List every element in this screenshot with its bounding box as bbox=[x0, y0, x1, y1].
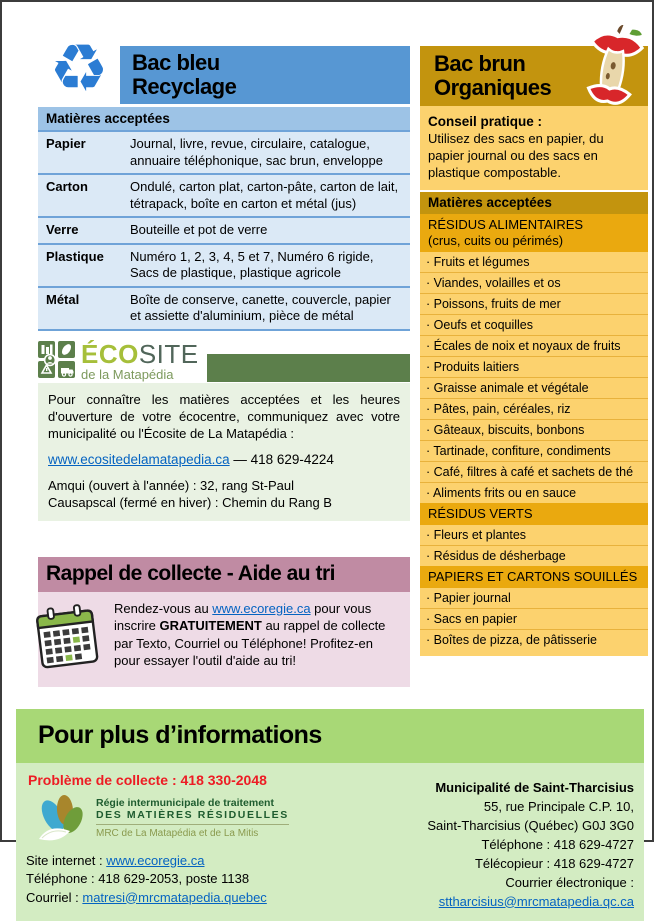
row-label: Papier bbox=[46, 136, 86, 151]
municipality-block bbox=[342, 770, 634, 911]
bac-bleu-title-line1: Bac bleu bbox=[132, 50, 220, 75]
bac-brun-title-line2: Organiques bbox=[434, 75, 552, 100]
rappel-seg3: au rappel de collecte par Texto, Courriel ou Téléphone! Profitez-en pour essayer l'outil d'aide au tri! bbox=[114, 618, 386, 668]
row-text: Numéro 1, 2, 3, 4, 5 et 7, Numéro 6 rigide, Sacs de plastique, plastique agricole bbox=[130, 248, 374, 280]
bac-bleu-title-line2: Recyclage bbox=[132, 74, 237, 99]
rappel-seg2: pour vous inscrire bbox=[114, 600, 372, 633]
list-item: · Fleurs et plantes bbox=[420, 525, 648, 545]
municipality-name: Municipalité de Saint-Tharcisius bbox=[435, 779, 634, 795]
row-text: Bouteille et pot de verre bbox=[130, 222, 268, 237]
row-text: Boîte de conserve, canette, couvercle, papier et assiette d'aluminium, pièce de métal bbox=[130, 291, 391, 323]
bac-brun-title-line1: Bac brun bbox=[434, 51, 526, 76]
regie-logo-text bbox=[96, 797, 289, 840]
group-subtitle: (crus, cuits ou périmés) bbox=[428, 233, 564, 248]
ecosite-address-amqui: Amqui (ouvert à l'année) : 32, rang St-Paul bbox=[48, 477, 295, 493]
site-internet-label: Site internet : bbox=[26, 852, 107, 868]
list-item: · Fruits et légumes bbox=[420, 252, 648, 272]
list-item: · Viandes, volailles et os bbox=[420, 272, 648, 293]
matieres-acceptees-header: Matières acceptées bbox=[420, 192, 648, 214]
group-residus-alimentaires-header bbox=[420, 214, 648, 252]
row-label: Métal bbox=[46, 291, 80, 307]
ecosite-wordmark-eco: ÉCO bbox=[81, 338, 139, 369]
list-item: · Gâteaux, biscuits, bonbons bbox=[420, 419, 648, 440]
list-item: · Café, filtres à café et sachets de thé bbox=[420, 461, 648, 482]
table-row bbox=[38, 286, 410, 329]
rappel-gratuitement: GRATUITEMENT bbox=[159, 618, 262, 633]
ecoregie-footer-link[interactable]: www.ecoregie.ca bbox=[106, 852, 205, 868]
table-row bbox=[38, 216, 410, 243]
row-label: Carton bbox=[46, 179, 88, 194]
rappel-section bbox=[38, 557, 410, 687]
table-row bbox=[38, 130, 410, 173]
recycle-icon: ♻ bbox=[38, 32, 120, 104]
municipality-phone: Téléphone : 418 629-4727 bbox=[481, 836, 634, 852]
gold-panel-endpad bbox=[420, 650, 648, 656]
group-papiers-cartons-header: PAPIERS ET CARTONS SOUILLÉS bbox=[420, 566, 648, 588]
bac-bleu-column bbox=[38, 32, 410, 687]
apple-core-icon bbox=[575, 19, 651, 115]
municipality-email-link[interactable]: sttharcisius@mrcmatapedia.qc.ca bbox=[438, 893, 634, 909]
municipality-email-label: Courrier électronique : bbox=[505, 874, 634, 890]
ecosite-logo-text bbox=[81, 338, 199, 382]
list-item: · Oeufs et coquilles bbox=[420, 314, 648, 335]
list-item: · Aliments frits ou en sauce bbox=[420, 482, 648, 503]
bac-bleu-title bbox=[120, 46, 410, 104]
ecosite-contact-line bbox=[48, 452, 400, 467]
conseil-text: Utilisez des sacs en papier, du papier journal ou des sacs en plastique compostable. bbox=[428, 131, 604, 180]
regie-line1: Régie intermunicipale de traitement bbox=[96, 797, 274, 809]
group-residus-verts-header: RÉSIDUS VERTS bbox=[420, 503, 648, 525]
conseil-title: Conseil pratique : bbox=[428, 114, 543, 129]
conseil-pratique-block bbox=[420, 106, 648, 190]
regie-logo bbox=[34, 794, 342, 844]
footer-section bbox=[16, 709, 644, 921]
footer-title: Pour plus d’informations bbox=[16, 709, 644, 763]
list-item: · Écales de noix et noyaux de fruits bbox=[420, 335, 648, 356]
regie-line2: DES MATIÈRES RÉSIDUELLES bbox=[96, 809, 289, 821]
ecosite-logo-row bbox=[38, 339, 410, 383]
bac-brun-header bbox=[420, 46, 648, 106]
rappel-seg1: Rendez-vous au bbox=[114, 600, 213, 616]
main-columns bbox=[2, 2, 652, 687]
table-row bbox=[38, 243, 410, 286]
bac-bleu-header bbox=[38, 32, 410, 104]
courriel-line bbox=[26, 889, 342, 908]
calendar-icon bbox=[28, 600, 106, 679]
ecosite-wordmark-sub: de la Matapédia bbox=[81, 366, 174, 382]
ecosite-website-link[interactable]: www.ecositedelamatapedia.ca bbox=[48, 451, 230, 467]
list-item: · Papier journal bbox=[420, 588, 648, 608]
municipality-address2: Saint-Tharcisius (Québec) G0J 3G0 bbox=[427, 817, 634, 833]
telephone-line: Téléphone : 418 629-2053, poste 1138 bbox=[26, 871, 250, 886]
ecosite-body bbox=[38, 383, 410, 521]
recycling-materials-table bbox=[38, 107, 410, 331]
table-header: Matières acceptées bbox=[38, 107, 410, 130]
ecoregie-link[interactable]: www.ecoregie.ca bbox=[212, 600, 311, 616]
table-row bbox=[38, 173, 410, 216]
problem-collecte-line: Problème de collecte : 418 330-2048 bbox=[28, 771, 267, 788]
regie-email-link[interactable]: matresi@mrcmatapedia.quebec bbox=[82, 889, 267, 905]
ecosite-phone: — 418 629-4224 bbox=[229, 451, 334, 467]
list-item: · Résidus de désherbage bbox=[420, 545, 648, 566]
rappel-title: Rappel de collecte - Aide au tri bbox=[38, 557, 410, 592]
leaves-icon bbox=[34, 794, 90, 844]
ecosite-section bbox=[38, 339, 410, 521]
courriel-label: Courriel : bbox=[26, 889, 83, 905]
ecosite-address-causapscal: Causapscal (fermé en hiver) : Chemin du Rang B bbox=[48, 494, 332, 510]
list-item: · Tartinade, confiture, condiments bbox=[420, 440, 648, 461]
regie-line3: MRC de La Matapédia et de La Mitis bbox=[96, 824, 289, 840]
group-title: RÉSIDUS ALIMENTAIRES bbox=[428, 217, 584, 232]
list-item: · Graisse animale et végétale bbox=[420, 377, 648, 398]
rappel-body bbox=[38, 592, 410, 687]
row-text: Ondulé, carton plat, carton-pâte, carton de lait, tétrapack, boîte en carton et métal (jus) bbox=[130, 179, 399, 211]
row-text: Journal, livre, revue, circulaire, catalogue, annuaire téléphonique, sac brun, enveloppe bbox=[130, 136, 383, 168]
municipality-fax: Télécopieur : 418 629-4727 bbox=[474, 855, 634, 871]
row-label: Verre bbox=[46, 222, 79, 237]
bac-brun-column bbox=[420, 32, 648, 687]
municipality-email-line bbox=[342, 873, 634, 911]
ecosite-paragraph: Pour connaître les matières acceptées et les heures d'ouverture de votre écocentre, communiquez avec votre municipalité ou l'Écosite de La Matapédia : bbox=[48, 391, 400, 441]
list-item: · Boîtes de pizza, de pâtisserie bbox=[420, 629, 648, 650]
ecosite-wordmark bbox=[81, 338, 199, 369]
rappel-paragraph bbox=[114, 598, 402, 679]
ecosite-logo bbox=[38, 339, 207, 383]
list-item: · Poissons, fruits de mer bbox=[420, 293, 648, 314]
ecosite-wordmark-site: SITE bbox=[138, 338, 199, 369]
footer-left bbox=[26, 770, 342, 911]
municipality-address1: 55, rue Principale C.P. 10, bbox=[483, 798, 634, 814]
list-item: · Sacs en papier bbox=[420, 608, 648, 629]
footer-body bbox=[16, 763, 644, 921]
list-item: · Pâtes, pain, céréales, riz bbox=[420, 398, 648, 419]
site-internet-line bbox=[26, 852, 342, 871]
list-item: · Produits laitiers bbox=[420, 356, 648, 377]
ecosite-green-bar bbox=[207, 354, 410, 382]
ecosite-logo-icon bbox=[38, 341, 76, 379]
row-label: Plastique bbox=[46, 248, 104, 264]
